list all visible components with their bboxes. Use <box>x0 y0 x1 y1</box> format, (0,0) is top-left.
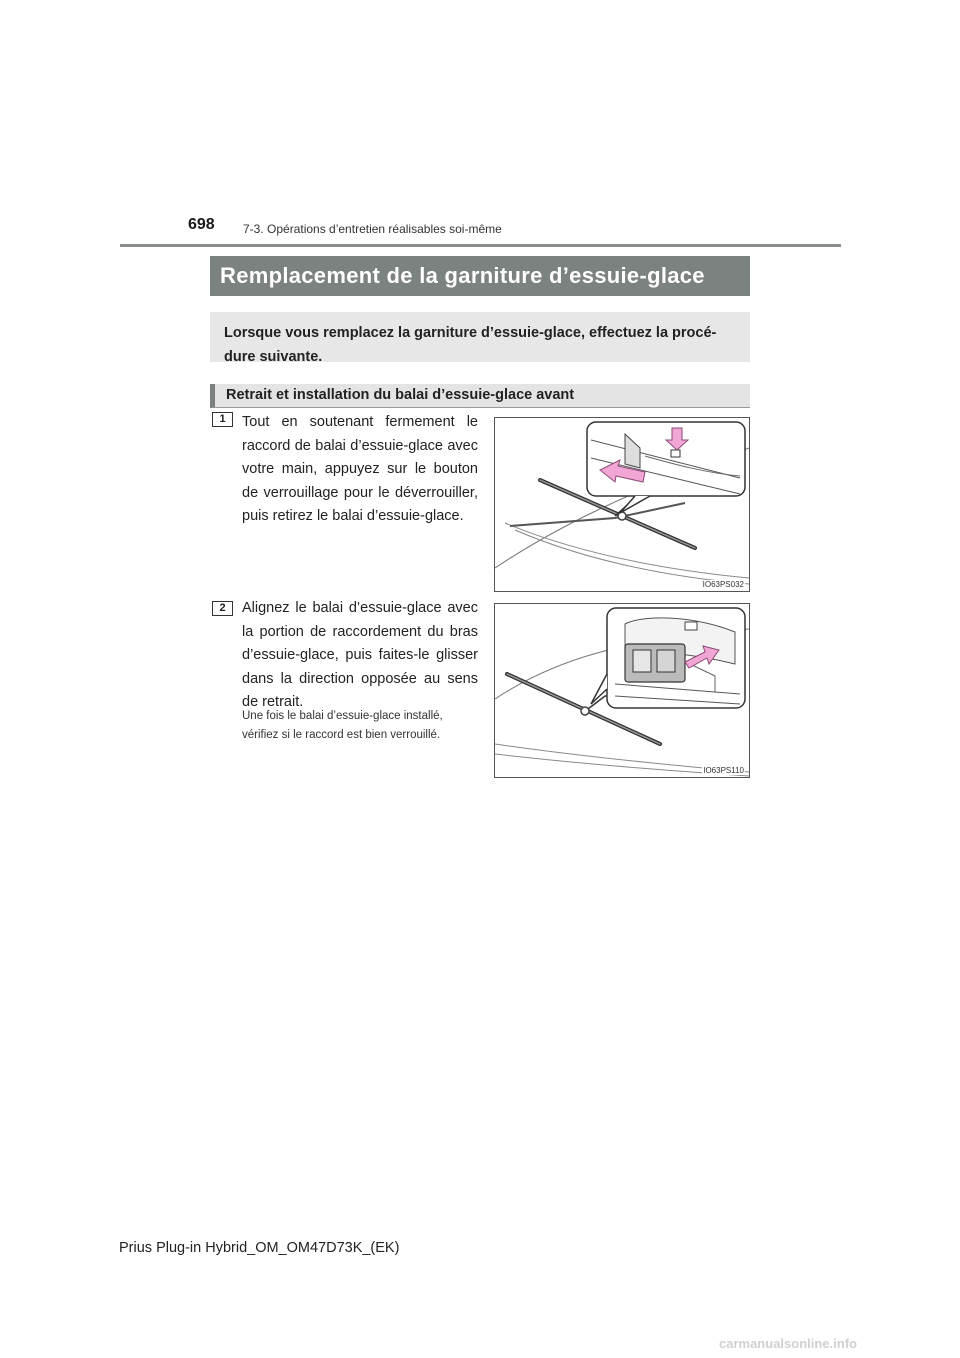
step-2-text: Alignez le balai d’essuie-glace avec la portion de raccordement du bras d’essuie-glace, puis faites-le glisser dans la direction opposée au sens de retrait. <box>242 600 478 710</box>
wiper-removal-illustration <box>495 418 749 591</box>
figure-2-code: IO63PS110 <box>703 766 744 775</box>
main-heading: Remplacement de la garniture d’essuie-glace <box>210 256 750 296</box>
step-1-text: Tout en soutenant fermement le raccord de balai d’essuie-glace avec votre main, appuyez sur le bouton de verrouillage pour le déverrouiller, puis retirez le balai d’essuie-glace. <box>242 414 478 524</box>
header-rule <box>120 244 841 247</box>
intro-box: Lorsque vous remplacez la garniture d’essuie-glace, effectuez la procé-dure suivante. <box>210 312 750 362</box>
figure-2 <box>494 603 750 778</box>
step-1-number: 1 <box>212 412 233 427</box>
figure-1 <box>494 417 750 592</box>
footer-manual-id: Prius Plug-in Hybrid_OM_OM47D73K_(EK) <box>119 1240 400 1256</box>
figure-1-code: IO63PS032 <box>702 580 744 589</box>
wiper-installation-illustration <box>495 604 749 777</box>
step-2-number: 2 <box>212 601 233 616</box>
section-title: 7-3. Opérations d’entretien réalisables soi-même <box>243 222 502 236</box>
watermark: carmanualsonline.info <box>719 1336 857 1351</box>
page-number: 698 <box>188 216 215 233</box>
sub-heading: Retrait et installation du balai d’essuie-glace avant <box>210 384 750 408</box>
step-2-note: Une fois le balai d’essuie-glace installé, vérifiez si le raccord est bien verrouillé. <box>242 710 443 741</box>
